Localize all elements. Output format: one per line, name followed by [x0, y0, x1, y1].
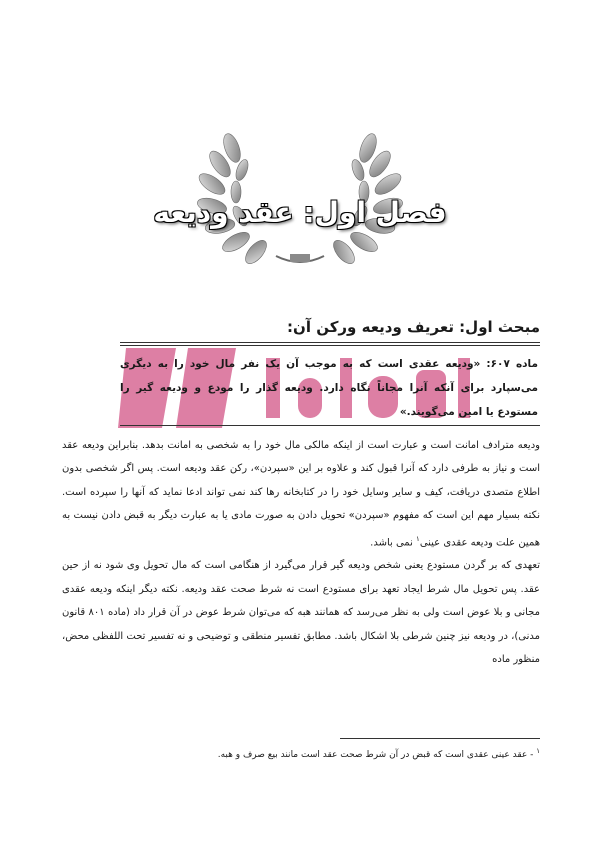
paragraph: [62, 434, 540, 554]
footnote-ref[interactable]: ۱: [416, 534, 420, 543]
footnote-divider: [340, 738, 540, 739]
paragraph: تعهدی که بر گردن مستودع یعنی شخص ودیعه گیر قرار می‌گیرد از هنگامی است که مال تحویل وی شود نه از حین عقد. پس تحویل مال شرط ایجاد تعهد برای مستودع است نه شرط صحت عقد ودیعه. نکته دیگر اینکه ودیعه عقدی مجانی و بلا عوض است ولی به نظر می‌رسد که همانند هبه که می‌توان شرط عوض در آن قرار داد (ماده ۸۰۱ قانون مدنی)، در ودیعه نیز چنین شرطی بلا اشکال باشد. مطابق تفسیر منطقی و توضیحی و نه تفسیر تحت اللفظی محض، منظور ماده: [62, 560, 540, 665]
article-rule: [120, 425, 540, 426]
chapter-title: فصل اول: عقد ودیعه: [153, 196, 447, 229]
body-text: [62, 434, 540, 671]
section-rule-double: [120, 345, 540, 346]
paragraph-1-text: ودیعه مترادف امانت است و عبارت است از اینکه مالکی مال خود را به شخصی به امانت بدهد. بنابراین ودیعه عقد است و نیاز به طرفی دارد که آنرا قبول کند و علاوه بر این «سپردن»، رکن عقد ودیعه است. پس اگر شخصی بدون اطلاع متصدی دریافت، کیف و سایر وسایل خود را در کتابخانه رها کند نمی تواند ادعا نماید که آنها را سپرده است. نکته بسیار مهم این است که مفهوم «سپردن» تحویل دادن به صورت مادی یا به عبارت دیگر به قبض دادن نیست به همین علت ودیعه عقدی عینی: [62, 440, 540, 548]
footnote-text: - عقد عینی عقدی است که قبض در آن شرط صحت عقد است مانند بیع صرف و هبه.: [217, 750, 534, 760]
article-607-text: ماده ۶۰۷: «ودیعه عقدی است که به موجب آن یک نفر مال خود را به دیگری می‌سپارد برای آنکه آنرا مجاناً نگاه دارد. ودیعه گذار را مودع و ودیعه گیر را مستودع یا امین می‌گویند.»: [120, 358, 539, 418]
section-title: مبحث اول: تعریف ودیعه ورکن آن:: [287, 318, 540, 336]
footnote-number: ۱: [536, 747, 540, 755]
footnote: [140, 747, 540, 760]
paragraph-1-end: نمی باشد.: [370, 536, 417, 548]
section-rule: [120, 342, 540, 343]
